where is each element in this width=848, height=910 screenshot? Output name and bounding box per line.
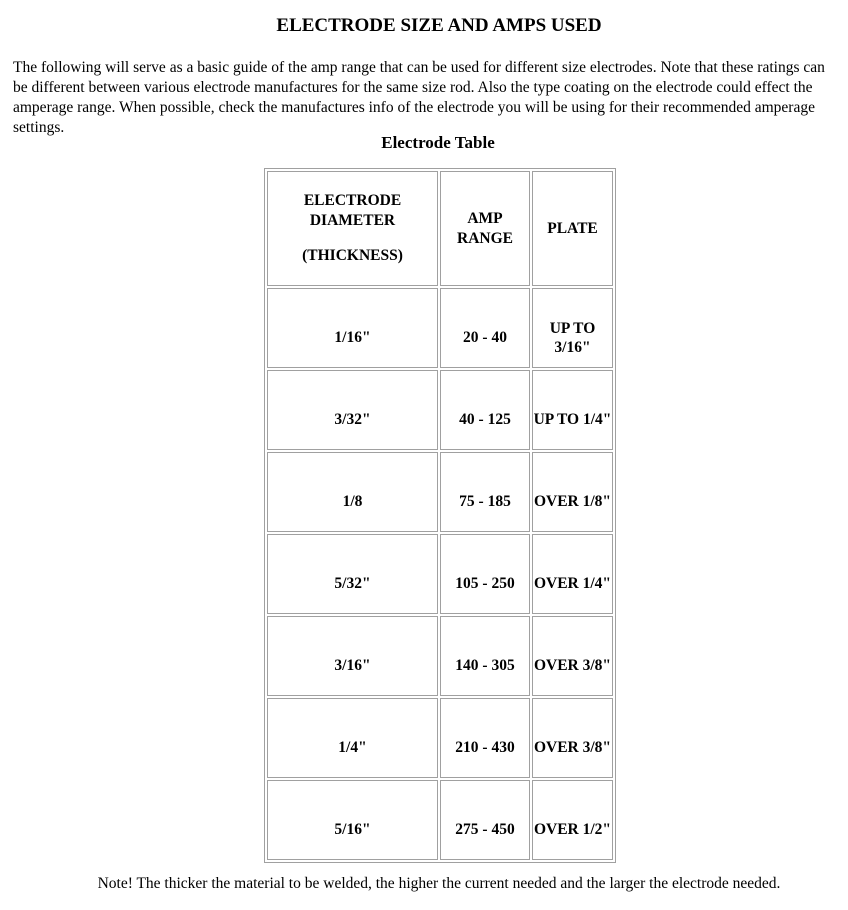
cell-diameter xyxy=(267,616,438,696)
table-caption: Electrode Table xyxy=(381,133,495,152)
table-row xyxy=(267,780,613,860)
cell-diameter-text: 3/32" xyxy=(334,411,371,429)
header-diameter-sublabel: (THICKNESS) xyxy=(302,247,403,265)
cell-plate-text: OVER 3/8" xyxy=(533,657,612,675)
cell-amp-range xyxy=(440,616,530,696)
table-row xyxy=(267,370,613,450)
table-row xyxy=(267,616,613,696)
cell-diameter xyxy=(267,534,438,614)
cell-amp-range xyxy=(440,534,530,614)
cell-plate xyxy=(532,780,613,860)
cell-plate xyxy=(532,452,613,532)
cell-plate-text: OVER 1/4" xyxy=(533,575,612,593)
cell-diameter xyxy=(267,780,438,860)
cell-diameter-text: 5/32" xyxy=(334,575,371,593)
page-title: ELECTRODE SIZE AND AMPS USED xyxy=(276,15,602,36)
cell-plate-text: UP TO 3/16" xyxy=(549,319,596,356)
header-diameter xyxy=(267,171,438,286)
cell-plate xyxy=(532,534,613,614)
cell-diameter-text: 1/4" xyxy=(338,739,367,757)
cell-plate xyxy=(532,370,613,450)
cell-amp-range-text: 210 - 430 xyxy=(455,739,515,757)
cell-amp-range-text: 20 - 40 xyxy=(463,329,507,347)
table-row xyxy=(267,288,613,368)
cell-plate-text: UP TO 1/4" xyxy=(533,411,612,429)
footer-note: Note! The thicker the material to be welded, the higher the current needed and the larger the electrode needed. xyxy=(97,875,781,892)
cell-diameter-text: 3/16" xyxy=(334,657,371,675)
cell-amp-range-text: 75 - 185 xyxy=(459,493,511,511)
cell-plate-text: OVER 1/8" xyxy=(533,493,612,511)
cell-diameter-text: 1/8 xyxy=(342,493,363,511)
cell-diameter xyxy=(267,288,438,368)
table-row xyxy=(267,534,613,614)
cell-diameter xyxy=(267,452,438,532)
cell-amp-range-text: 105 - 250 xyxy=(455,575,515,593)
cell-plate xyxy=(532,288,613,368)
cell-diameter-text: 1/16" xyxy=(334,329,371,347)
cell-plate xyxy=(532,698,613,778)
cell-amp-range xyxy=(440,452,530,532)
cell-diameter-text: 5/16" xyxy=(334,821,371,839)
header-diameter-label: ELECTRODE DIAMETER xyxy=(303,192,402,229)
intro-paragraph: The following will serve as a basic guide of the amp range that can be used for different size electrodes. Note that these ratings can be different between various electrode manufactures for the same size rod. Also the type coating on the electrode could effect the amperage range. When possible, check the manufactures info of the electrode you will be using for their recommended amperage settings. xyxy=(13,59,825,136)
table-header-row xyxy=(267,171,613,286)
cell-amp-range xyxy=(440,780,530,860)
header-plate-label: PLATE xyxy=(547,219,598,237)
cell-amp-range xyxy=(440,370,530,450)
cell-plate-text: OVER 3/8" xyxy=(533,739,612,757)
electrode-table xyxy=(264,168,616,863)
cell-amp-range-text: 140 - 305 xyxy=(455,657,515,675)
table-row xyxy=(267,452,613,532)
cell-amp-range-text: 275 - 450 xyxy=(455,821,515,839)
cell-diameter xyxy=(267,698,438,778)
cell-amp-range-text: 40 - 125 xyxy=(459,411,511,429)
table-row xyxy=(267,698,613,778)
header-amp-range-label: AMP RANGE xyxy=(457,210,513,247)
cell-diameter xyxy=(267,370,438,450)
header-plate xyxy=(532,171,613,286)
header-amp-range xyxy=(440,171,530,286)
cell-amp-range xyxy=(440,698,530,778)
cell-plate-text: OVER 1/2" xyxy=(533,821,612,839)
cell-plate xyxy=(532,616,613,696)
cell-amp-range xyxy=(440,288,530,368)
